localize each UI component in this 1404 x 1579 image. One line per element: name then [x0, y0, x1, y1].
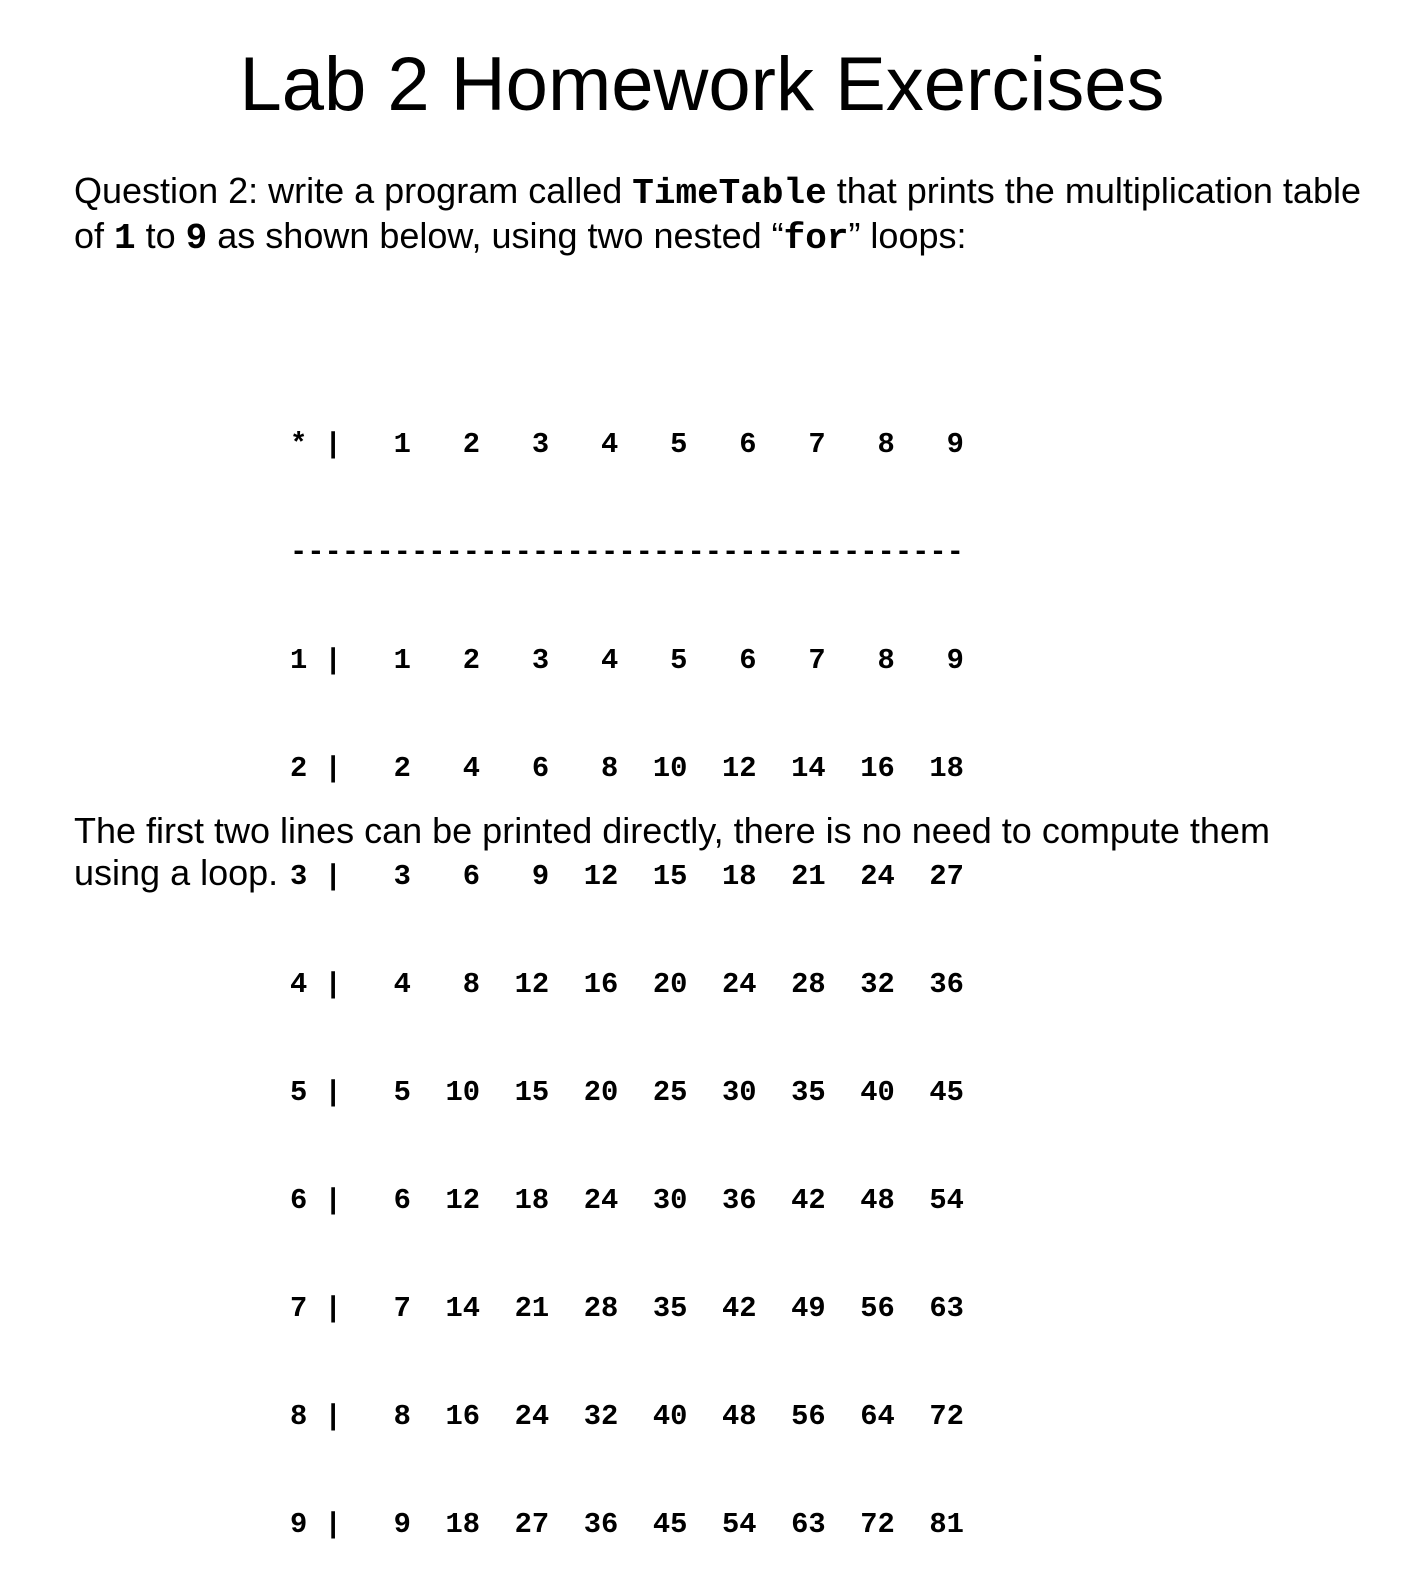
table-row: 9 | 9 18 27 36 45 54 63 72 81: [290, 1508, 964, 1541]
table-separator: ---------------------------------------: [290, 536, 964, 569]
table-row: 7 | 7 14 21 28 35 42 49 56 63: [290, 1292, 964, 1325]
question-text-part: that prints the multiplication table of: [74, 170, 1361, 256]
table-row: 3 | 3 6 9 12 15 18 21 24 27: [290, 860, 964, 893]
range-start: 1: [114, 218, 136, 259]
question-text-part: to: [135, 215, 186, 256]
footer-note: The first two lines can be printed directly, there is no need to compute them using a loop.: [74, 810, 1270, 893]
program-name: TimeTable: [632, 173, 827, 214]
question-text-part: Question 2: write a program called: [74, 170, 633, 211]
table-row: 1 | 1 2 3 4 5 6 7 8 9: [290, 644, 964, 677]
question-text: [74, 170, 1364, 260]
table-row: 8 | 8 16 24 32 40 48 56 64 72: [290, 1400, 964, 1433]
table-row: 4 | 4 8 12 16 20 24 28 32 36: [290, 968, 964, 1001]
table-row: 2 | 2 4 6 8 10 12 14 16 18: [290, 752, 964, 785]
table-row: 6 | 6 12 18 24 30 36 42 48 54: [290, 1184, 964, 1217]
question-text-part: ” loops:: [848, 215, 967, 256]
question-text-part: as shown below, using two nested “: [207, 215, 784, 256]
multiplication-table: [290, 355, 964, 1579]
table-row: 5 | 5 10 15 20 25 30 35 40 45: [290, 1076, 964, 1109]
table-header-row: * | 1 2 3 4 5 6 7 8 9: [290, 428, 964, 461]
range-end: 9: [185, 218, 208, 259]
loop-keyword: for: [783, 218, 849, 259]
page-title: Lab 2 Homework Exercises: [239, 42, 1165, 127]
